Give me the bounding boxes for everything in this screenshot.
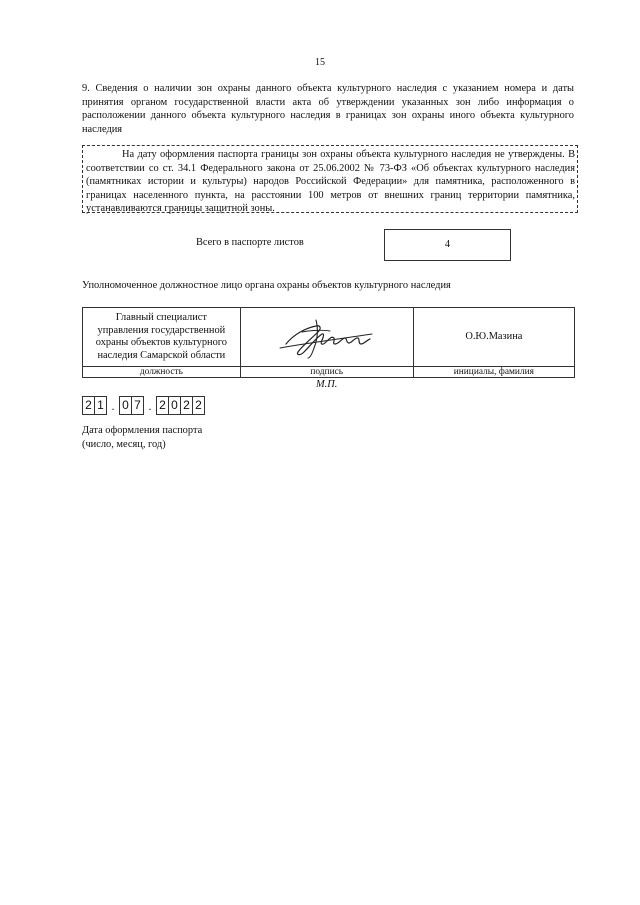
authorized-official-label: Уполномоченное должностное лицо органа охраны объектов культурного наследия — [82, 280, 451, 291]
date-year-digit: 2 — [181, 396, 193, 415]
date-boxes — [82, 393, 205, 415]
date-day-digit: 1 — [95, 396, 107, 415]
signature-table — [82, 307, 575, 378]
sheets-count-label: Всего в паспорте листов — [196, 237, 304, 248]
section-heading: 9. Сведения о наличии зон охраны данного объекта культурного наследия с указанием номера и даты принятия органом государственной власти акта об утверждении указанных зон либо информация о расположении данного объекта культурного наследия в границах зон охраны иного объекта культурного наследия — [82, 83, 574, 135]
seal-label: М.П. — [316, 379, 338, 390]
page-number: 15 — [315, 57, 325, 68]
date-separator: . — [111, 399, 115, 413]
date-year-digit: 2 — [193, 396, 205, 415]
position-line: управления государственной — [97, 324, 226, 336]
name-cell — [413, 308, 574, 367]
sheets-count-value: 4 — [444, 239, 451, 250]
signature-row — [83, 308, 575, 367]
date-label-line: Дата оформления паспорта — [82, 425, 203, 436]
official-name: О.Ю.Мазина — [465, 330, 523, 342]
date-month-digit: 0 — [119, 396, 132, 415]
handwritten-signature-icon — [272, 314, 382, 360]
zone-info-box — [82, 145, 578, 213]
date-month-digit: 7 — [132, 396, 144, 415]
position-cell — [83, 308, 241, 367]
caption-position: должность — [83, 367, 241, 378]
position-line: наследия Самарской области — [97, 349, 226, 361]
date-label — [82, 424, 202, 451]
date-year-digit: 0 — [169, 396, 181, 415]
position-line: Главный специалист — [115, 312, 207, 323]
zone-info-text: На дату оформления паспорта границы зон охраны объекта культурного наследия не утверждены. В соответствии со ст. 34.1 Федерального закона от 25.06.2002 № 73-ФЗ «Об объектах культурного наследия (памятниках истории и культуры) народов Российской Федерации» для памятника, расположенного в границах населенного пункта, на расстоянии 100 метров от внешних границ территории памятника, устанавливаются границы защитной зоны. — [86, 149, 575, 215]
signature-caption-row — [83, 367, 575, 378]
date-year-digit: 2 — [156, 396, 169, 415]
sheets-count-box — [384, 229, 511, 261]
position-line: охраны объектов культурного — [95, 337, 227, 348]
date-separator: . — [148, 399, 152, 413]
signature-cell — [240, 308, 413, 367]
date-label-format: (число, месяц, год) — [82, 438, 166, 450]
date-day-digit: 2 — [82, 396, 95, 415]
caption-signature: подпись — [240, 367, 413, 378]
caption-name: инициалы, фамилия — [413, 367, 574, 378]
